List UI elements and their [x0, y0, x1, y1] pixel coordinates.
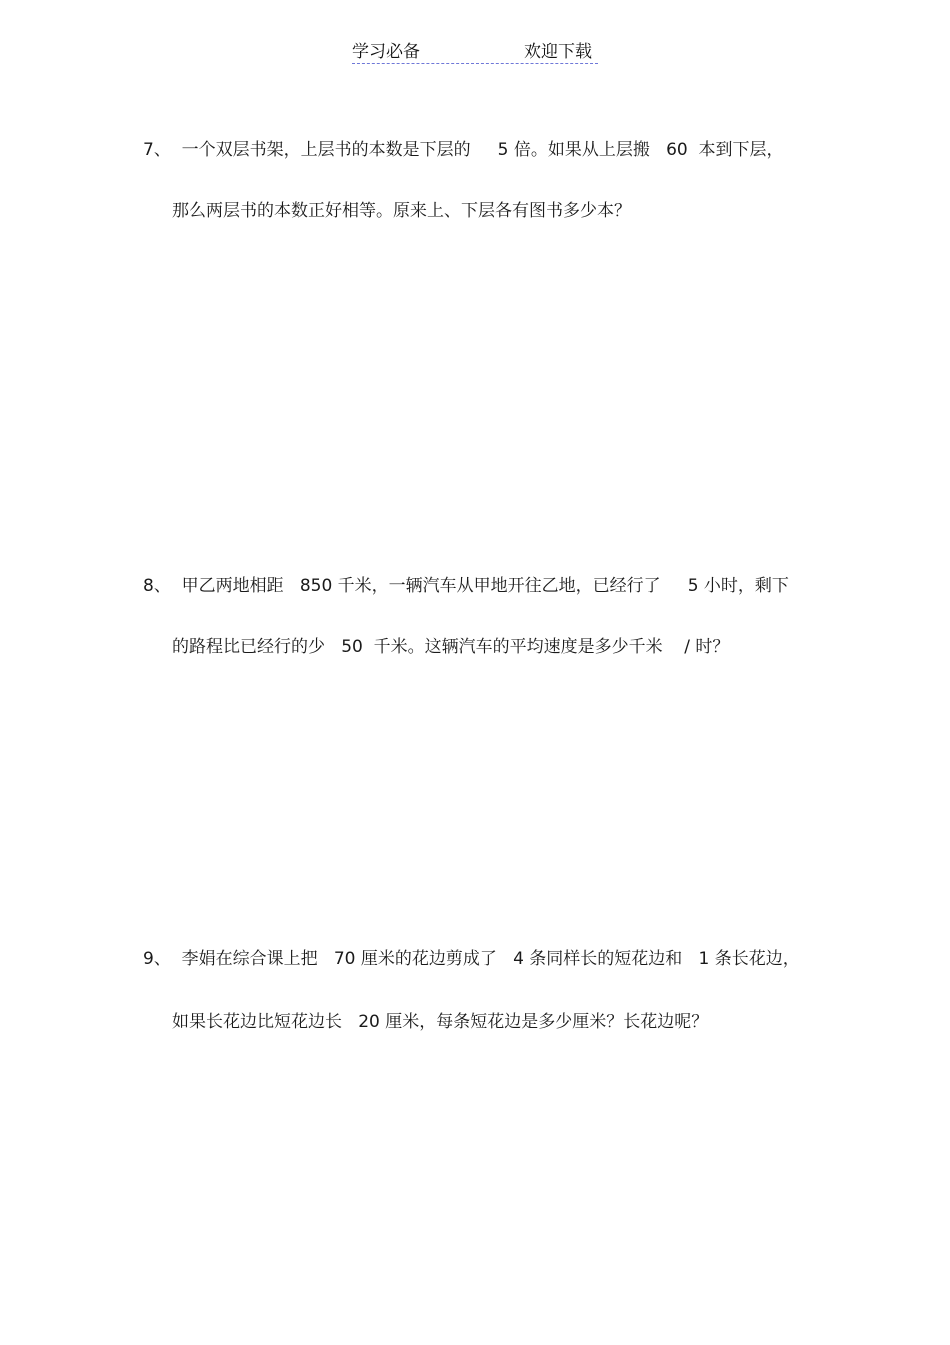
header-left-text: 学习必备: [352, 42, 420, 62]
header-right-text: 欢迎下载: [524, 42, 592, 62]
header-dashed-rule: [352, 63, 598, 64]
question-9-line-2: 如果长花边比短花边长 20 厘米，每条短花边是多少厘米？长花边呢？: [172, 1012, 709, 1032]
page-header: [352, 42, 598, 66]
question-9-line-1: 9、 李娟在综合课上把 70 厘米的花边剪成了 4 条同样长的短花边和 1 条长花边，: [143, 949, 800, 969]
question-7-line-1: 7、 一个双层书架，上层书的本数是下层的 5 倍。如果从上层搬 60 本到下层，: [143, 140, 784, 160]
question-7-line-2: 那么两层书的本数正好相等。原来上、下层各有图书多少本？: [172, 201, 631, 221]
question-8-line-2: 的路程比已经行的少 50 千米。这辆汽车的平均速度是多少千米 / 时？: [172, 637, 730, 657]
question-8-line-1: 8、 甲乙两地相距 850 千米，一辆汽车从甲地开往乙地，已经行了 5 小时，剩下: [143, 576, 789, 596]
